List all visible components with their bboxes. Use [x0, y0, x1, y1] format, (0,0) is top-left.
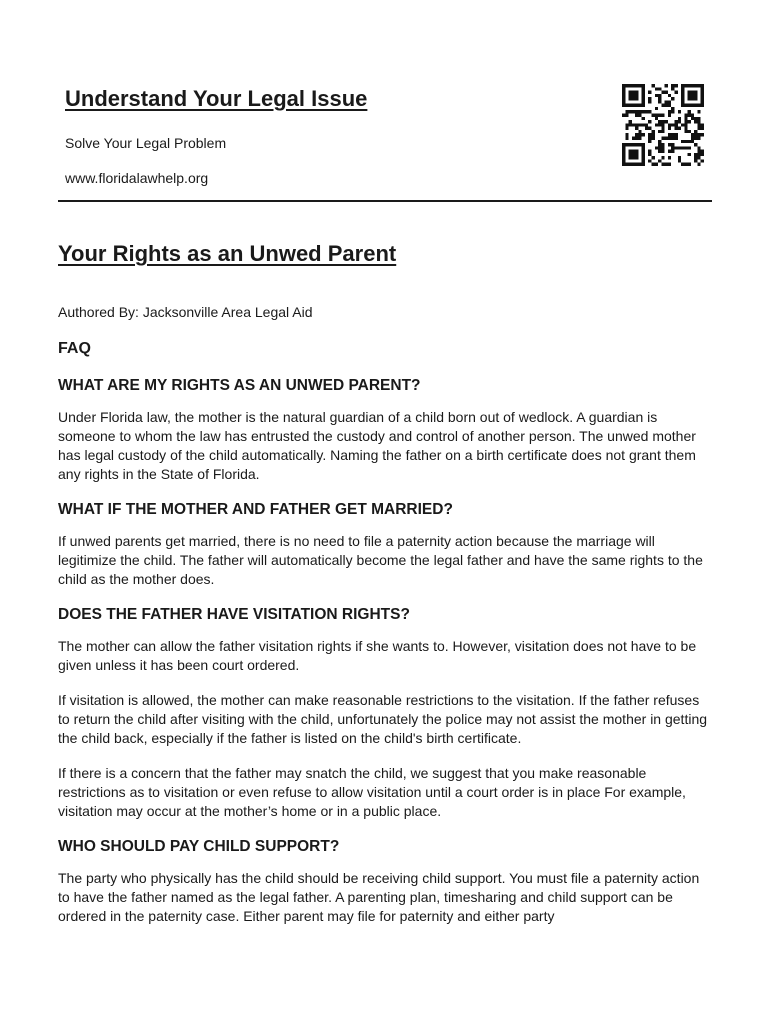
- website-link[interactable]: www.floridalawhelp.org: [65, 170, 209, 186]
- section-paragraph: If visitation is allowed, the mother can make reasonable restrictions to the visitation. If the father refuses to return the child after visiting with the child, unfortunately the police may not assist the mother in getting the child back, especially if the father is listed on the child's birth certificate.: [58, 692, 708, 746]
- section-paragraph: If unwed parents get married, there is no need to file a paternity action because the marriage will legitimize the child. The father will automatically become the legal father and have the same rights to the child as the mother does.: [58, 533, 703, 587]
- faq-section: [58, 376, 714, 484]
- faq-section: [58, 837, 714, 926]
- faq-content: [58, 376, 714, 942]
- section-question: WHAT IF THE MOTHER AND FATHER GET MARRIED?: [58, 501, 453, 518]
- qr-code-icon: [622, 84, 704, 166]
- section-question: WHAT ARE MY RIGHTS AS AN UNWED PARENT?: [58, 377, 421, 394]
- section-paragraph: The party who physically has the child should be receiving child support. You must file a paternity action to have the father named as the legal father. A parenting plan, timesharing and child support can be ordered in the paternity case. Either parent may file for paternity and either party: [58, 870, 700, 924]
- header-divider: [58, 200, 712, 202]
- section-question: WHO SHOULD PAY CHILD SUPPORT?: [58, 838, 340, 855]
- header-subtitle: Solve Your Legal Problem: [65, 135, 227, 151]
- section-question: DOES THE FATHER HAVE VISITATION RIGHTS?: [58, 606, 410, 623]
- header-title: Understand Your Legal Issue: [65, 86, 368, 111]
- section-paragraph: The mother can allow the father visitation rights if she wants to. However, visitation does not have to be given unless it has been court ordered.: [58, 638, 697, 673]
- faq-heading: FAQ: [58, 340, 91, 357]
- section-paragraph: If there is a concern that the father may snatch the child, we suggest that you make reasonable restrictions as to visitation or even refuse to allow visitation until a court order is in place For example, visitation may occur at the mother’s home or in a public place.: [58, 765, 686, 819]
- faq-section: [58, 500, 714, 589]
- faq-section: [58, 605, 714, 821]
- section-paragraph: Under Florida law, the mother is the natural guardian of a child born out of wedlock. A guardian is someone to whom the law has entrusted the custody and control of another person. The unwed mother has legal custody of the child automatically. Naming the father on a birth certificate does not grant them any rights in the State of Florida.: [58, 409, 696, 482]
- document-title: Your Rights as an Unwed Parent: [58, 241, 397, 266]
- author-line: Authored By: Jacksonville Area Legal Aid: [58, 304, 313, 320]
